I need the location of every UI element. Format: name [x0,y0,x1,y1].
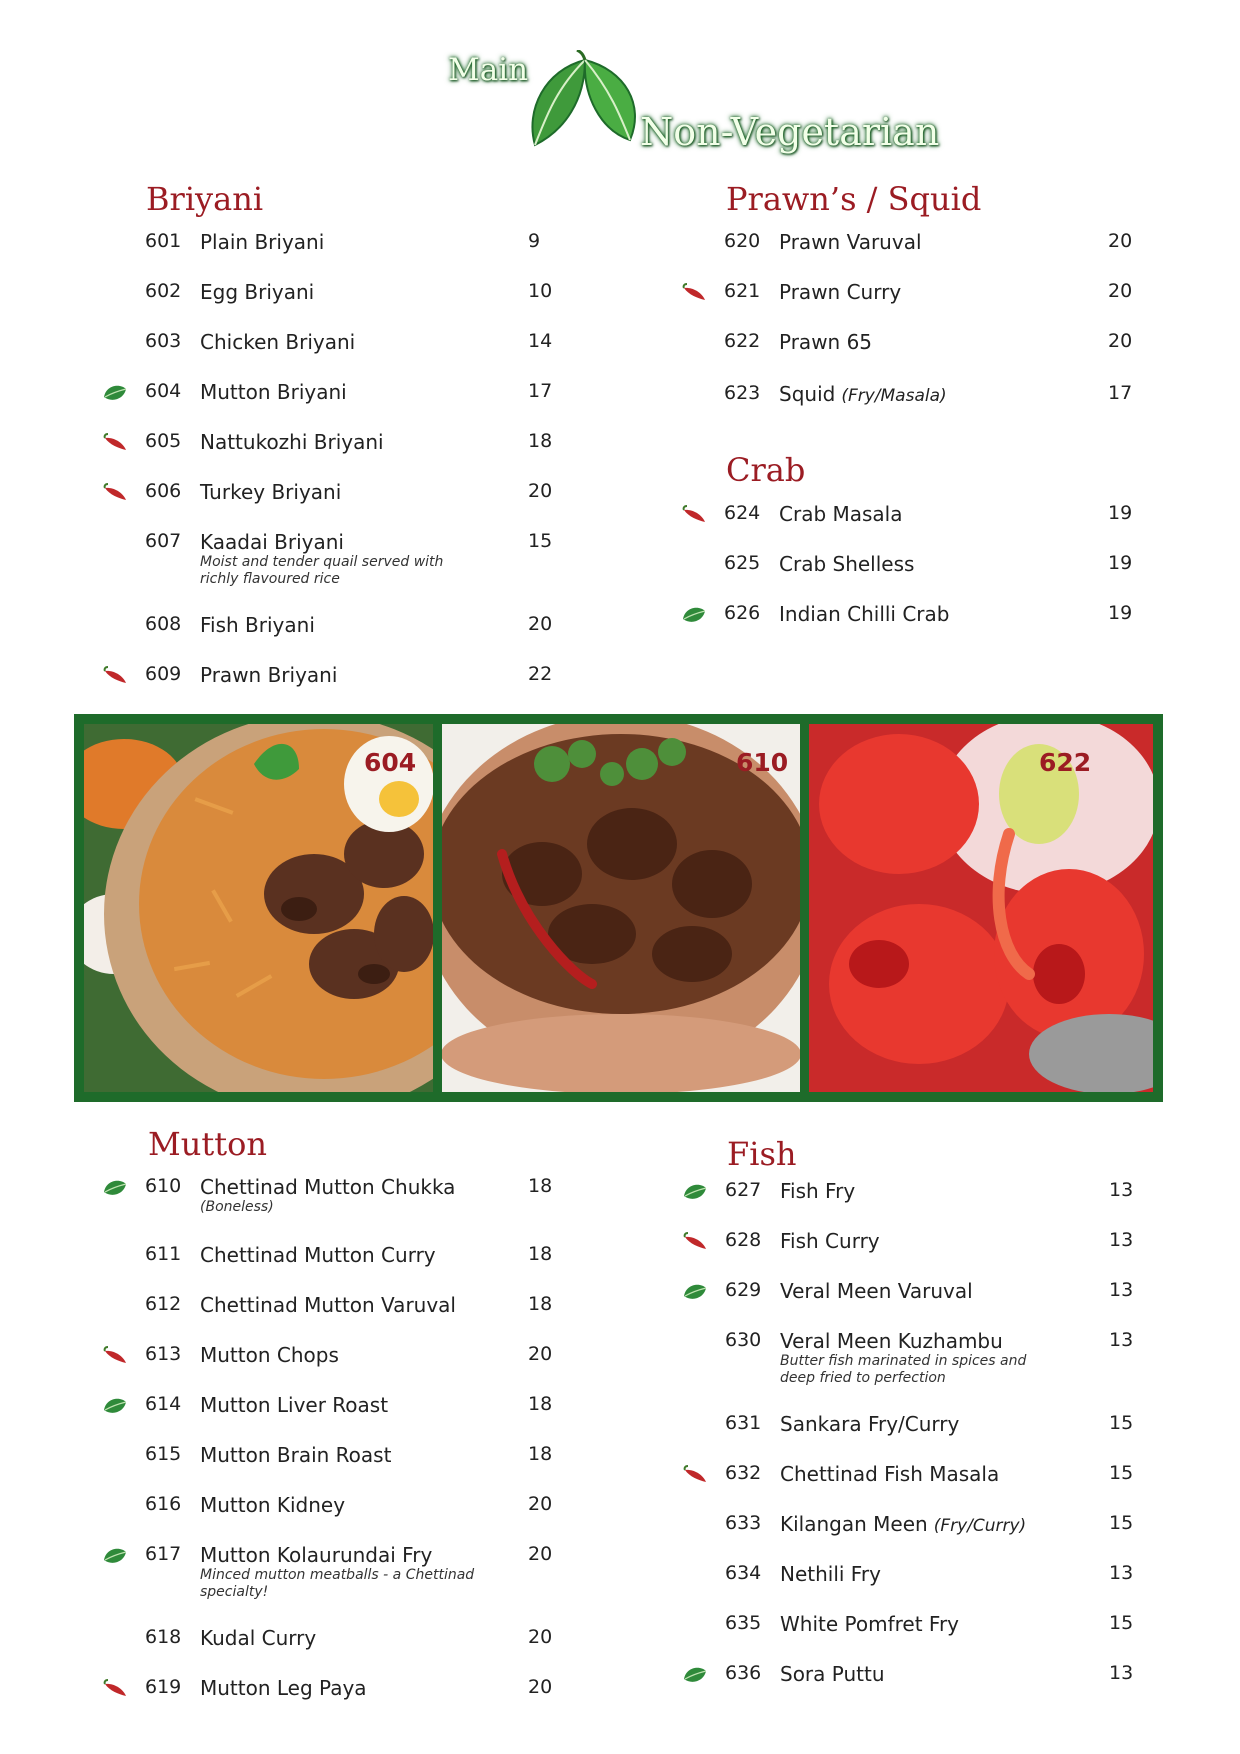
item-name: Egg Briyani [200,280,315,304]
chili-icon [681,505,707,525]
chili-icon [102,433,128,453]
item-code: 602 [145,280,182,302]
photo-label-622: 622 [1039,748,1092,777]
item-name: Mutton Leg Paya [200,1676,367,1700]
item-price: 20 [528,1493,553,1515]
item-price: 20 [1108,230,1133,252]
item-name: Turkey Briyani [200,480,342,504]
mutton-item-618 [102,1626,572,1676]
item-name: Fish Curry [780,1229,880,1253]
item-code: 636 [725,1662,762,1684]
item-code: 608 [145,613,182,635]
briyani-item-608 [102,613,572,663]
chili-icon [102,1679,128,1699]
item-price: 13 [1109,1279,1134,1301]
item-price: 18 [528,1393,553,1415]
item-price: 18 [528,1443,553,1465]
section-title-crab: Crab [726,451,806,489]
item-code: 626 [724,602,761,624]
item-name: Kaadai Briyani [200,530,344,554]
fish-item-629 [682,1279,1152,1329]
item-name: Nethili Fry [780,1562,881,1586]
chili-icon [102,1346,128,1366]
item-code: 607 [145,530,182,552]
item-price: 18 [528,430,553,452]
item-price: 17 [1108,382,1133,404]
item-code: 630 [725,1329,762,1351]
item-price: 9 [528,230,541,252]
item-price: 19 [1108,502,1133,524]
item-name: Crab Masala [779,502,903,526]
item-price: 18 [528,1175,553,1197]
leaf-icon [682,1282,708,1302]
item-price: 22 [528,663,553,685]
item-name: Chicken Briyani [200,330,356,354]
mutton-item-616 [102,1493,572,1543]
header-title-main: Main [448,52,529,88]
item-code: 618 [145,1626,182,1648]
fish-item-630 [682,1329,1152,1386]
item-code: 609 [145,663,182,685]
item-name: Chettinad Fish Masala [780,1462,1000,1486]
item-name: Mutton Kolaurundai Fry [200,1543,433,1567]
briyani-item-606 [102,480,572,530]
mutton-item-611 [102,1243,572,1293]
photo-label-604: 604 [364,748,417,777]
item-name: Mutton Kidney [200,1493,346,1517]
item-name: Sankara Fry/Curry [780,1412,960,1436]
chili-icon [681,283,707,303]
item-name: Kudal Curry [200,1626,317,1650]
section-title-fish: Fish [727,1135,797,1173]
leaf-icon [102,1396,128,1416]
item-code: 603 [145,330,182,352]
item-description: Moist and tender quail served with richly flavoured rice [200,554,444,587]
item-name: Prawn Curry [779,280,902,304]
section-title-mutton: Mutton [148,1125,267,1163]
item-name: Kilangan Meen (Fry/Curry) [780,1512,1027,1536]
item-name: Chettinad Mutton Varuval [200,1293,456,1317]
leaf-icon [682,1665,708,1685]
item-code: 633 [725,1512,762,1534]
mutton-item-613 [102,1343,572,1393]
item-name: Sora Puttu [780,1662,885,1686]
item-code: 615 [145,1443,182,1465]
briyani-item-607 [102,530,572,587]
mutton-item-615 [102,1443,572,1493]
item-price: 13 [1109,1562,1134,1584]
mutton-briyani-image [84,724,433,1092]
item-price: 14 [528,330,553,352]
fish-item-636 [682,1662,1152,1712]
photo-label-610: 610 [736,748,789,777]
item-name: Prawn Briyani [200,663,338,687]
section-title-prawns-squid: Prawn’s / Squid [726,180,982,218]
prawns-item-620 [681,230,1151,280]
chili-icon [102,483,128,503]
item-name: Fish Briyani [200,613,315,637]
item-code: 622 [724,330,761,352]
item-code: 604 [145,380,182,402]
fish-item-631 [682,1412,1152,1462]
item-name: Indian Chilli Crab [779,602,950,626]
prawns-item-623 [681,382,1151,432]
item-code: 629 [725,1279,762,1301]
item-code: 613 [145,1343,182,1365]
item-code: 611 [145,1243,182,1265]
item-price: 20 [1108,330,1133,352]
leaf-icon [682,1182,708,1202]
leaf-icon [102,1546,128,1566]
briyani-item-605 [102,430,572,480]
item-price: 19 [1108,602,1133,624]
item-code: 616 [145,1493,182,1515]
item-code: 632 [725,1462,762,1484]
item-price: 20 [528,1676,553,1698]
item-name: White Pomfret Fry [780,1612,960,1636]
item-price: 20 [528,480,553,502]
item-price: 19 [1108,552,1133,574]
item-price: 13 [1109,1179,1134,1201]
photo-strip [74,714,1163,1102]
photo-mutton-chukka [442,724,800,1092]
item-code: 624 [724,502,761,524]
item-name: Veral Meen Varuval [780,1279,973,1303]
item-price: 15 [1109,1462,1134,1484]
item-price: 15 [528,530,553,552]
briyani-item-604 [102,380,572,430]
item-code: 619 [145,1676,182,1698]
mutton-chukka-image [442,724,800,1092]
fish-item-633 [682,1512,1152,1562]
item-code: 621 [724,280,761,302]
leaf-icon [102,1178,128,1198]
item-price: 13 [1109,1662,1134,1684]
item-code: 606 [145,480,182,502]
item-price: 10 [528,280,553,302]
item-code: 631 [725,1412,762,1434]
crab-item-626 [681,602,1151,652]
item-name: Mutton Chops [200,1343,339,1367]
item-code: 601 [145,230,182,252]
item-note: (Fry/Curry) [933,1516,1027,1536]
item-code: 627 [725,1179,762,1201]
briyani-item-601 [102,230,572,280]
leaf-icon [681,605,707,625]
item-name: Prawn Varuval [779,230,922,254]
item-price: 17 [528,380,553,402]
item-name: Mutton Liver Roast [200,1393,389,1417]
item-code: 610 [145,1175,182,1197]
photo-mutton-briyani [84,724,433,1092]
fish-item-634 [682,1562,1152,1612]
item-price: 20 [1108,280,1133,302]
item-name: Chettinad Mutton Curry [200,1243,436,1267]
briyani-item-609 [102,663,572,713]
item-price: 18 [528,1293,553,1315]
item-price: 20 [528,1626,553,1648]
section-title-briyani: Briyani [146,180,264,218]
item-price: 13 [1109,1229,1134,1251]
item-code: 623 [724,382,761,404]
item-price: 20 [528,1543,553,1565]
mutton-item-614 [102,1393,572,1443]
prawns-item-622 [681,330,1151,380]
item-code: 634 [725,1562,762,1584]
fish-item-628 [682,1229,1152,1279]
item-price: 18 [528,1243,553,1265]
item-code: 625 [724,552,761,574]
briyani-item-603 [102,330,572,380]
item-price: 20 [528,613,553,635]
chili-icon [682,1232,708,1252]
fish-item-632 [682,1462,1152,1512]
leaf-icon [102,383,128,403]
item-price: 15 [1109,1412,1134,1434]
item-code: 635 [725,1612,762,1634]
item-name: Prawn 65 [779,330,873,354]
header-title-sub: Non-Vegetarian [640,110,940,154]
item-code: 614 [145,1393,182,1415]
mutton-item-610 [102,1175,572,1225]
crab-item-624 [681,502,1151,552]
item-code: 612 [145,1293,182,1315]
fish-item-627 [682,1179,1152,1229]
item-name: Veral Meen Kuzhambu [780,1329,1003,1353]
item-code: 617 [145,1543,182,1565]
item-name: Mutton Briyani [200,380,347,404]
item-name: Plain Briyani [200,230,325,254]
chili-icon [682,1465,708,1485]
item-name: Squid (Fry/Masala) [779,382,947,406]
mutton-item-612 [102,1293,572,1343]
briyani-item-602 [102,280,572,330]
betel-leaves-logo-icon [515,50,645,150]
item-description: Minced mutton meatballs - a Chettinad specialty! [200,1567,475,1600]
item-code: 628 [725,1229,762,1251]
item-name: Crab Shelless [779,552,915,576]
mutton-item-619 [102,1676,572,1726]
prawns-item-621 [681,280,1151,330]
chili-icon [102,666,128,686]
item-price: 20 [528,1343,553,1365]
crab-item-625 [681,552,1151,602]
item-name: Chettinad Mutton Chukka [200,1175,456,1199]
item-code: 605 [145,430,182,452]
item-description: (Boneless) [200,1199,274,1215]
item-description: Butter fish marinated in spices and deep fried to perfection [780,1353,1027,1386]
item-price: 13 [1109,1329,1134,1351]
item-price: 15 [1109,1512,1134,1534]
prawn-65-image [809,724,1153,1092]
photo-prawn-65 [809,724,1153,1092]
fish-item-635 [682,1612,1152,1662]
item-code: 620 [724,230,761,252]
mutton-item-617 [102,1543,572,1600]
item-name: Fish Fry [780,1179,856,1203]
item-note: (Fry/Masala) [841,386,947,406]
item-name: Mutton Brain Roast [200,1443,392,1467]
item-price: 15 [1109,1612,1134,1634]
item-name: Nattukozhi Briyani [200,430,384,454]
